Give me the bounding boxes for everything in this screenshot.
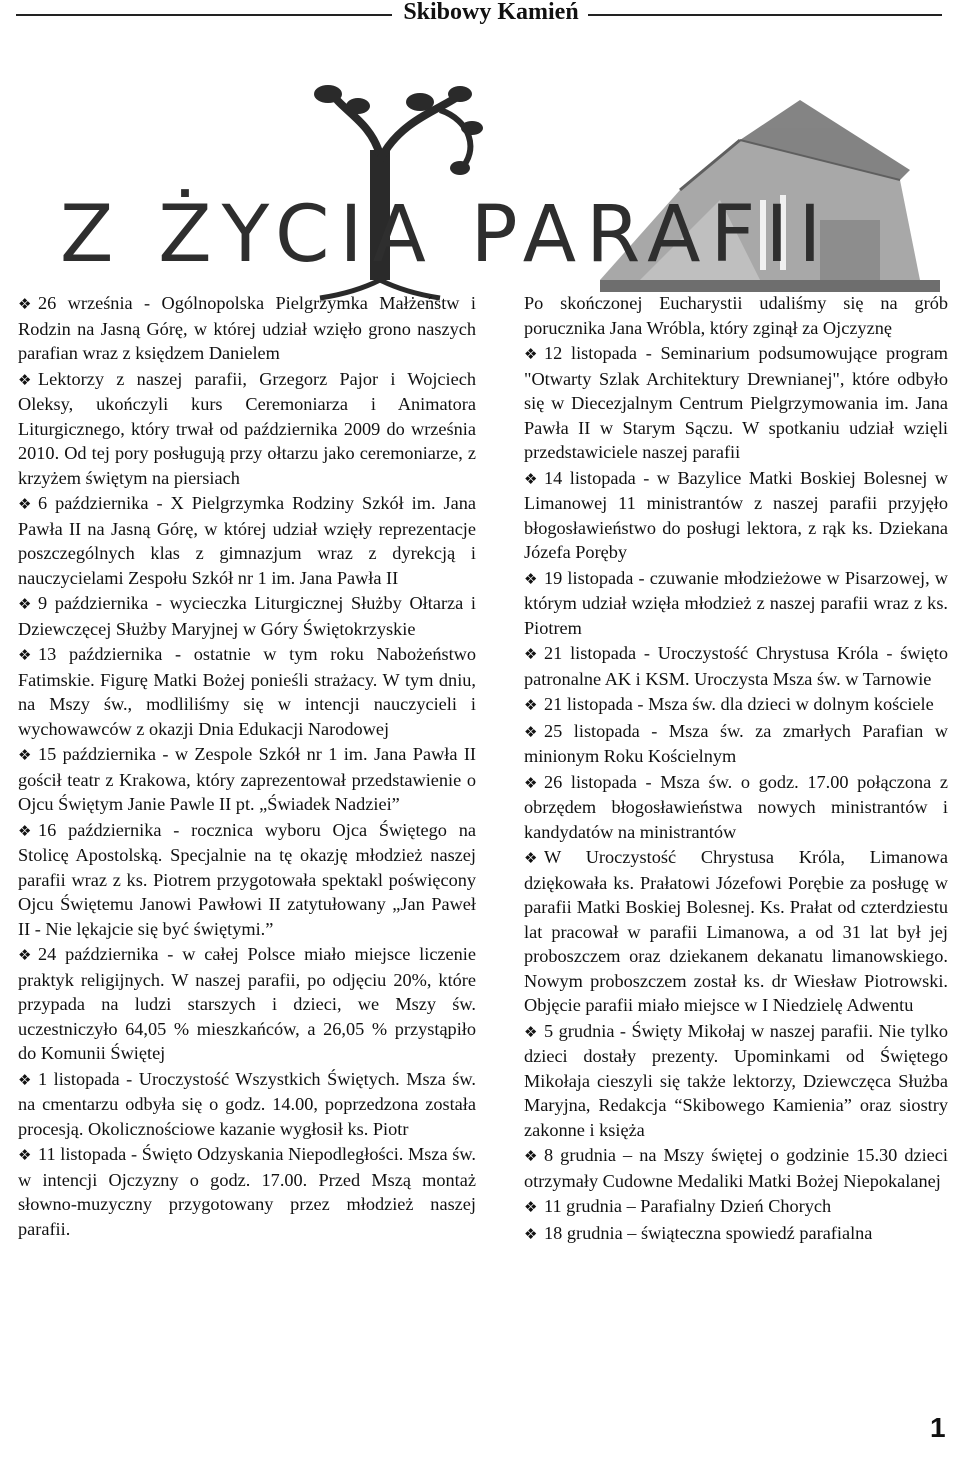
news-item-text: 21 listopada - Msza św. dla dzieci w dolnym kościele bbox=[544, 694, 934, 714]
diamond-bullet-icon: ❖ bbox=[18, 646, 30, 664]
news-item-text: 19 listopada - czuwanie młodzieżowe w Pisarzowej, w którym udział wzięła młodzież z naszej parafii wraz z ks. Piotrem bbox=[524, 567, 948, 638]
news-item-text: 6 października - X Pielgrzymka Rodziny Szkół im. Jana Pawła II na Jasną Górę, w której udział wzięły reprezentacje poszczególnych klas z gimnazjum wraz z dyrekcją i nauczycielami Zespołu Szkół nr 1 im. Jana Pawła II bbox=[18, 493, 476, 588]
diamond-bullet-icon: ❖ bbox=[18, 1070, 30, 1089]
news-item bbox=[18, 291, 476, 366]
diamond-bullet-icon: ❖ bbox=[524, 469, 536, 488]
diamond-bullet-icon: ❖ bbox=[18, 595, 30, 613]
news-item bbox=[18, 942, 476, 1066]
news-item-text: 12 listopada - Seminarium podsumowujące program "Otwarty Szlak Architektury Drewnianej", które odbyło się w Diecezjalnym Centrum Pielgrzymowania im. Jana Pawła II w Starym Sączu. W spotkaniu udział wzięli przedstawiciele naszej parafii bbox=[524, 343, 948, 462]
news-item-text: 25 listopada - Msza św. za zmarłych Parafian w minionym Roku Kościelnym bbox=[524, 720, 948, 766]
news-item-text: Lektorzy z naszej parafii, Grzegorz Pajor i Wojciech Oleksy, ukończyli kurs Ceremoniarza i Animatora Liturgicznego, który trwał od października 2009 do września 2010. Od tej pory posługują przy ołtarzu jako ceremoniarze, z krzyżem świętym na piersiach bbox=[18, 368, 476, 488]
diamond-bullet-icon: ❖ bbox=[524, 849, 536, 867]
news-item bbox=[524, 1143, 948, 1193]
news-item bbox=[18, 818, 476, 942]
header-title: Skibowy Kamień bbox=[403, 0, 579, 25]
news-item-text: 8 grudnia – na Mszy świętej o godzinie 15.30 dzieci otrzymały Cudowne Medaliki Matki Bożej Niepokalanej bbox=[524, 1145, 948, 1191]
section-banner bbox=[40, 80, 940, 300]
diamond-bullet-icon: ❖ bbox=[524, 1224, 536, 1243]
news-item bbox=[524, 770, 948, 845]
news-item bbox=[524, 341, 948, 465]
news-item-text: 5 grudnia - Święty Mikołaj w naszej parafii. Nie tylko dzieci dostały prezenty. Upominkami od Świętego Mikołaja cieszyli się także lektorzy, Dziewczęca Służba Maryjna, Redakcja “Skibowego Kamienia” oraz siostry zakonne i księża bbox=[524, 1020, 948, 1140]
diamond-bullet-icon: ❖ bbox=[524, 569, 536, 588]
news-item-text: 14 listopada - w Bazylice Matki Boskiej Bolesnej w Limanowej 11 ministrantów z naszej parafii przyjęło błogosławieństwo do posługi lektora, z rąk ks. Dziekana Józefa Poręby bbox=[524, 467, 948, 562]
news-item bbox=[524, 466, 948, 565]
news-item-text: W Uroczystość Chrystusa Króla, Limanowa dziękowała ks. Prałatowi Józefowi Porębie za posługę w parafii Matki Boskiej Bolesnej. Ks. Prałat od czterdziestu lat pracował w parafii Limanowa, a od 31 lat był jej proboszczem oraz dziekanem dekanatu limanowskiego. Nowym proboszczem został ks. dr Wiesław Piotrowski. Objęcie parafii miało miejsce w I Niedzielę Adwentu bbox=[524, 847, 948, 1015]
page-number: 1 bbox=[930, 1412, 946, 1443]
diamond-bullet-icon: ❖ bbox=[18, 495, 30, 513]
news-item-text: 1 listopada - Uroczystość Wszystkich Świętych. Msza św. na cmentarzu odbyła się o godz. 14.00, poprzedzona została procesją. Okolicznościowe kazanie wygłosił ks. Piotr bbox=[18, 1068, 476, 1139]
diamond-bullet-icon: ❖ bbox=[524, 1022, 536, 1041]
news-item-text: 13 października - ostatnie w tym roku Nabożeństwo Fatimskie. Figurę Matki Bożej ponieśli strażacy. W tym dniu, na Mszy św., modliliśmy się w intencji nauczycieli i wychowawców z okazji Dnia Edukacji Narodowej bbox=[18, 644, 476, 739]
news-item bbox=[524, 1019, 948, 1143]
news-item bbox=[18, 491, 476, 590]
diamond-bullet-icon: ❖ bbox=[524, 696, 536, 714]
diamond-bullet-icon: ❖ bbox=[524, 1198, 536, 1216]
news-item-text: 26 listopada - Msza św. o godz. 17.00 połączona z obrzędem błogosławieństwa nowych ministrantów i kandydatów na ministrantów bbox=[524, 771, 948, 842]
diamond-bullet-icon: ❖ bbox=[524, 345, 536, 363]
right-column bbox=[524, 291, 948, 1247]
news-item-text: 21 listopada - Uroczystość Chrystusa Króla - święto patronalne AK i KSM. Uroczysta Msza św. w Tarnowie bbox=[524, 643, 948, 689]
news-item-text: 16 października - rocznica wyboru Ojca Świętego na Stolicę Apostolską. Specjalnie na tę okazję młodzież naszej parafii wraz z ks. Piotrem przygotowała spektakl poświęcony Ojcu Świętemu Janowi Pawłowi II zatytułowany „Jan Paweł II - Nie lękajcie się być świętymi.” bbox=[18, 819, 476, 939]
diamond-bullet-icon: ❖ bbox=[18, 370, 30, 389]
news-item bbox=[18, 642, 476, 741]
news-item-text: 11 grudnia – Parafialny Dzień Chorych bbox=[544, 1196, 832, 1216]
news-item bbox=[524, 845, 948, 1018]
diamond-bullet-icon: ❖ bbox=[18, 1146, 30, 1164]
diamond-bullet-icon: ❖ bbox=[524, 773, 536, 792]
news-item-text: 11 listopada - Święto Odzyskania Niepodległości. Msza św. w intencji Ojczyzny o godz. 17.00. Przed Mszą montaż słowno-muzyczny przygotowany przez młodzież naszej parafii. bbox=[18, 1144, 476, 1239]
diamond-bullet-icon: ❖ bbox=[18, 821, 30, 840]
diamond-bullet-icon: ❖ bbox=[18, 946, 30, 964]
banner-title: Z ŻYCIA PARAFII bbox=[60, 190, 832, 280]
header-rule-right bbox=[588, 14, 942, 16]
running-header bbox=[0, 0, 960, 34]
news-item-text: 9 października - wycieczka Liturgicznej Służby Ołtarza i Dziewczęcej Służby Maryjnej w Góry Świętokrzyskie bbox=[18, 593, 476, 639]
news-item-text: Po skończonej Eucharystii udaliśmy się na grób porucznika Jana Wróbla, który zginął za Ojczyznę bbox=[524, 293, 948, 338]
diamond-bullet-icon: ❖ bbox=[524, 722, 536, 741]
news-item-text: 24 października - w całej Polsce miało miejsce liczenie praktyk religijnych. W naszej parafii, po odjęciu 20%, które przypada na ludzi starszych i dzieci, we Mszy św. uczestniczyło 64,05 % mieszkańców, a 26,05 % przystąpiło do Komunii Świętej bbox=[18, 944, 476, 1063]
news-item bbox=[18, 591, 476, 641]
diamond-bullet-icon: ❖ bbox=[18, 295, 30, 313]
news-item bbox=[18, 742, 476, 817]
header-rule-left bbox=[16, 14, 392, 16]
news-item bbox=[524, 566, 948, 641]
news-item-text: 15 października - w Zespole Szkół nr 1 im. Jana Pawła II gościł teatr z Krakowa, który zaprezentował przedstawienie o Ojcu Świętym Janie Pawle II pt. „Świadek Nadziei” bbox=[18, 744, 476, 814]
news-item bbox=[18, 367, 476, 491]
news-item bbox=[18, 1067, 476, 1142]
left-column bbox=[18, 291, 476, 1242]
news-item bbox=[524, 1221, 948, 1247]
diamond-bullet-icon: ❖ bbox=[18, 746, 30, 764]
news-item bbox=[524, 1194, 948, 1220]
diamond-bullet-icon: ❖ bbox=[524, 1147, 536, 1165]
news-item bbox=[524, 692, 948, 718]
news-item bbox=[524, 641, 948, 691]
news-item-text: 26 września - Ogólnopolska Pielgrzymka Małżeństw i Rodzin na Jasną Górę, w której udział wzięło grono naszych parafian wraz z księdzem Danielem bbox=[18, 293, 476, 363]
news-item bbox=[524, 291, 948, 340]
news-item-text: 18 grudnia – świąteczna spowiedź parafialna bbox=[544, 1222, 873, 1243]
diamond-bullet-icon: ❖ bbox=[524, 645, 536, 663]
news-item bbox=[18, 1142, 476, 1241]
news-item bbox=[524, 719, 948, 769]
